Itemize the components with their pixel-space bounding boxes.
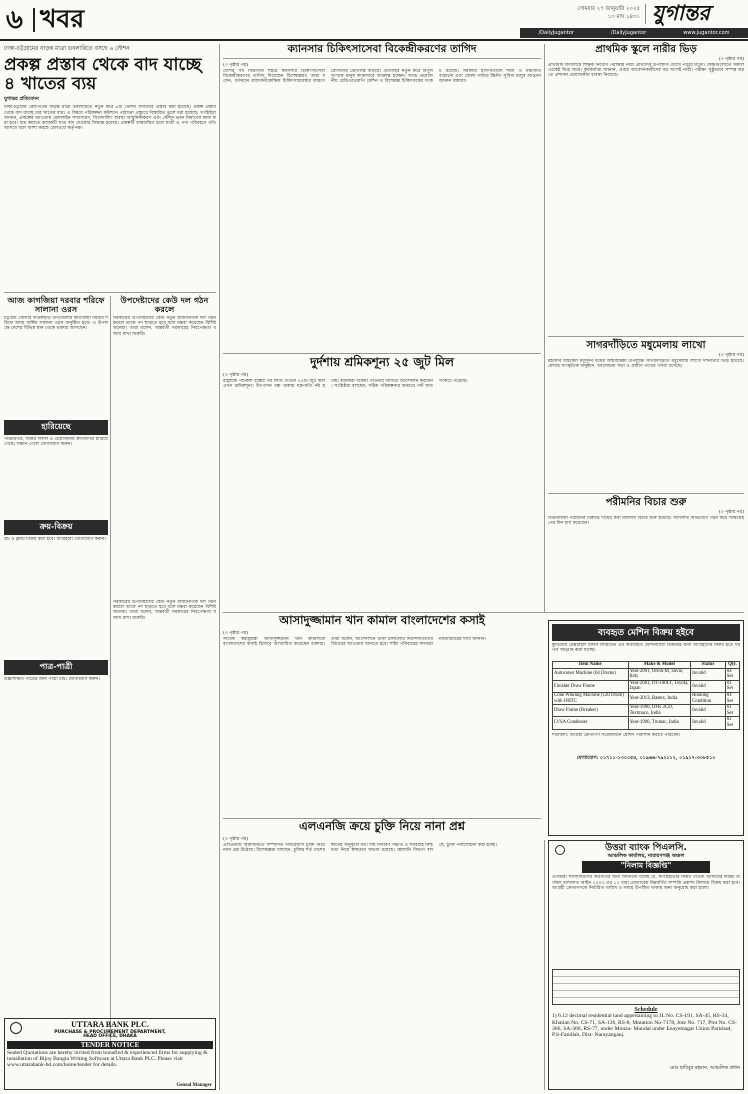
col-qty: Qty. — [725, 662, 739, 669]
women-rule — [548, 336, 744, 337]
col1-right-rule — [219, 44, 220, 1090]
classified-buysell — [4, 520, 108, 657]
table-row: Autoconer Machine (64 Drums) Year-2001, Orion-M, Savio, Italy Invalid 04 Set — [553, 668, 740, 680]
advisor-headline: উপদেষ্টাদের কেউ দল গঠন করলে — [120, 295, 209, 315]
jute-headline: দুর্দশায় শ্রমিকশূন্য ২৫ জুট মিল — [310, 355, 454, 369]
kagojia-body: চট্টগ্রাম জেলার ফটিকছড়ি উপজেলার কাগজিয়া দরবার শরিফে আজ বার্ষিক সালানা ওরস অনুষ্ঠিত হবে। এ উপলক্ষে দেশের বিভিন্ন স্থান থেকে ভক্তরা আসছেন। — [4, 316, 108, 332]
asad-story — [223, 614, 541, 814]
porimoni-body: চিত্রনায়িকা পরীমনির বিরুদ্ধে দায়ের করা মামলার বিচার শুরু হয়েছে। আদালত অভিযোগ গঠন করে সাক্ষ্যগ্রহণের দিন ধার্য করেছেন। — [548, 516, 744, 527]
auction-body: এতদ্বারা সর্বসাধারণের অবগতির জন্য জানানো যাচ্ছে যে, ঋণগ্রহীতার নিকট পাওনা আদায়ের লক্ষ্যে অর্থঋণ আদালত আইন ২০০৩ এর ১২ ধারা মোতাবেক নিম্নবর্ণিত সম্পত্তি প্রকাশ্য নিলামে বিক্রয় করা হবে। আগ্রহী ক্রেতাগণকে নির্ধারিত তারিখ ও সময়ে উপস্থিত থাকার জন্য অনুরোধ করা হলো। — [552, 875, 740, 891]
machine-headline: ব্যবহৃত মেশিন বিক্রয় হইবে — [552, 624, 740, 641]
facebook-link[interactable]: /DailyJugantor — [538, 30, 574, 36]
asad-headline: আসাদুজ্জামান খান কামাল বাংলাদেশের কসাই — [279, 613, 485, 627]
advisor-story — [113, 296, 216, 596]
women-cont: (৩ পৃষ্ঠার পর) — [718, 57, 744, 62]
machine-intro: কুড়িগ্রাম টেক্সটাইল মিলস লিমিটেড এর অব্যবহৃত মেশিনারিজ বিক্রয়ের জন্য আগ্রহীদের নিকট হতে দরপত্র আহ্বান করা যাচ্ছে। — [552, 643, 740, 654]
section-title: খবর — [40, 4, 85, 33]
uttara-name: UTTARA BANK PLC. — [71, 1020, 149, 1029]
website-link[interactable]: www.jugantor.com — [683, 30, 730, 36]
auction-schedule: 1) 6.12 decimal residential land appertaining to JL No. CS-191, SA-45, RS-34, Khatian No. CS-71, SA-136, RS-8, Mutation No-7178, Jote No. 717, Plot No. CS-366, SA-366, RS-77, under Mouza- Mundal under Enayetnagar Union Parishad, P.S-Fatullah, Dist- Narayanganj. — [552, 1013, 737, 1038]
auction-sign: মোঃ হাবিবুর রহমান, আঞ্চলিক প্রধান — [669, 1066, 740, 1072]
matrimony-body: উচ্চশিক্ষিত পাত্রের জন্য পাত্রী চাই। যোগাযোগ করুন। — [4, 677, 101, 682]
lng-story — [223, 820, 541, 1090]
auction-title: "নিলাম বিজ্ঞপ্তি" — [582, 861, 710, 873]
page-number: ৬ — [6, 5, 23, 35]
jute-story — [223, 356, 541, 608]
sagar-rule — [548, 493, 744, 494]
table-row: Finisher Draw Frame Year-2001, DT-100LT, Toyota, Japan Invalid 01 Set — [553, 680, 740, 692]
women-headline: প্রাথমিক স্কুলে নারীর ভিড় — [595, 44, 697, 55]
sagar-cont: (৩ পৃষ্ঠার পর) — [718, 353, 744, 358]
porimoni-cont: (৩ পৃষ্ঠার পর) — [718, 510, 744, 515]
buysell-header: ক্রয়-বিক্রয় — [4, 520, 108, 535]
cancer-body: দেশের সব বিভাগীয় শহরে ক্যানসার চিকিৎসাসেবা বিকেন্দ্রীকরণের তাগিদ দিয়েছেন বিশেষজ্ঞরা। তারা বলেন, বর্তমানে রাজধানীকেন্দ্রিক চিকিৎসাব্যবস্থার কারণে রোগীদের ভোগান্তি বাড়ছে। প্রতিবছর নতুন করে বিপুলসংখ্যক মানুষ ক্যানসারে আক্রান্ত হচ্ছেন। অথচ প্রয়োজনীয় রেডিওথেরাপি মেশিন ও বিশেষজ্ঞ চিকিৎসকের সংকট রয়েছে। সরকারি হাসপাতালে শয্যা ও যন্ত্রপাতি বাড়ানো এবং জেলা পর্যায়ে স্ক্রিনিং সুবিধা চালুর আহ্বান জানান বক্তারা। — [223, 68, 541, 84]
classified-lost — [4, 420, 108, 515]
porimoni-story — [548, 497, 744, 609]
women-story — [548, 44, 744, 334]
women-body: প্রাথমিক বিদ্যালয়ে শিক্ষক নিয়োগ পরীক্ষায় নারী প্রার্থীদের উপস্থিতি চোখে পড়ার মতো। কেন্দ্রগুলোতে সকাল থেকেই ভিড় জমে। কর্মকর্তারা জানান, এবার আবেদনকারীদের বড় অংশই নারী। পরীক্ষা সুষ্ঠুভাবে সম্পন্ন করতে প্রশাসন প্রয়োজনীয় ব্যবস্থা নিয়েছে। — [548, 63, 744, 79]
porimoni-headline: পরীমনির বিচার শুরু — [605, 497, 687, 508]
jute-cont: (৩ পৃষ্ঠার পর) — [223, 373, 249, 379]
machine-note: শর্তাবলী: আগ্রহী ক্রেতাগণ সরেজমিনে মেশিন পরিদর্শন করতে পারবেন। — [552, 732, 681, 738]
lead-byline: যুগান্তর প্রতিবেদন — [4, 96, 39, 103]
kagojia-story — [4, 296, 108, 416]
auction-table-block — [552, 969, 740, 1005]
lead-headline: প্রকল্প প্রস্তাব থেকে বাদ যাচ্ছে ৪ খাতের ব্যয় — [4, 55, 202, 94]
advisor-body: সরকারের উপদেষ্টাদের কেউ নতুন রাজনৈতিক দল গঠন করলে তাকে পদ ছাড়তে হবে বলে মন্তব্য করেছেন বিশিষ্টজনেরা। তারা বলেন, অন্তর্বর্তী সরকারের নিরপেক্ষতা বজায় রাখা জরুরি। — [113, 316, 216, 337]
twitter-link[interactable]: /DailyJugantor — [610, 30, 647, 36]
buysell-body: প্লট ও ফ্ল্যাট বিক্রয় করা হবে। আগ্রহীরা যোগাযোগ করুন। — [4, 537, 106, 542]
machine-table — [552, 661, 740, 730]
lng-headline: এলএনজি ক্রয়ে চুক্তি নিয়ে নানা প্রশ্ন — [299, 819, 465, 833]
header-separator — [33, 8, 35, 32]
table-row: Draw Frame (Breaker) Year-1990, DFK 2CD, Textmaco, India Invalid 01 Set — [553, 705, 740, 717]
matrimony-header: পাত্র-পাত্রী — [4, 660, 108, 675]
machine-sale-ad — [548, 620, 744, 836]
sagar-body: মহাকবি মাইকেল মধুসূদন দত্তের জন্মবার্ষিকী উপলক্ষে সাগরদাঁড়িতে মধুমেলায় লাখো দর্শনার্থীর ভিড় হয়েছে। মেলায় সাংস্কৃতিক অনুষ্ঠান, আলোচনা সভা ও গ্রামীণ পণ্যের পসরা বসেছে। — [548, 359, 744, 370]
sagar-story — [548, 340, 744, 490]
header-date-divider — [645, 4, 646, 24]
lead-story — [4, 44, 216, 290]
jute-body: রাষ্ট্রায়ত্ত পাটকল বন্ধের পর লিজ দেওয়া ২৫টি জুট মিল এখন শ্রমিকশূন্য। উৎপাদন বন্ধ থাকায় যন্ত্রপাতি নষ্ট হচ্ছে। শ্রমিকরা বকেয়া পাওনার দাবিতে আন্দোলন করছেন। সংশ্লিষ্টরা বলছেন, সঠিক পরিকল্পনার অভাবে পাট খাত সংকটে পড়েছে। — [223, 379, 468, 390]
col-make: Make & Model — [628, 662, 691, 669]
center-right-rule — [544, 44, 545, 612]
col-item: Item Name — [553, 662, 629, 669]
lead-body: ঢাকা-চট্টগ্রাম রেলপথের বাড়ন্ত মাত্রা ডবলারিতে নতুন করে ৬টি স্টেশন বসানোর প্রস্তাব করা হয়েছে। প্রকল্প প্রস্তাব থেকে বাদ যাচ্ছে চার খাতের ব্যয়। এ বিষয়ে পরিকল্পনা কমিশনে পাঠানো প্রস্তাবে বিস্তারিত তুলে ধরা হয়েছে। সংশ্লিষ্টরা জানান, প্রকল্পের আওতায় রেললাইন সম্প্রসারণ, সিগন্যালিং ব্যবস্থা আধুনিকীকরণ এবং স্টেশন ভবন নির্মাণের কাজ করা হবে। ব্যয় কমাতে কয়েকটি খাত বাদ দেওয়ার সিদ্ধান্ত হয়েছে। প্রকল্পটি বাস্তবায়িত হলে যাত্রী ও পণ্য পরিবহণে গতি আসবে বলে আশা করছে রেলওয়ে কর্তৃপক্ষ। — [4, 105, 216, 132]
lost-body: পরিচয়পত্র, জমির দলিল ও প্রয়োজনীয় কাগজপত্র হারিয়ে গেছে। সন্ধান পেলে যোগাযোগ করুন। — [4, 437, 108, 448]
uttara-dept: PURCHASE & PROCUREMENT DEPARTMENT, — [54, 1029, 166, 1035]
cancer-cont: (৩ পৃষ্ঠার পর) — [223, 62, 249, 68]
page-header — [0, 0, 748, 40]
lost-header: হারিয়েছে — [4, 420, 108, 435]
social-bar — [520, 28, 748, 38]
col-status: Status — [691, 662, 726, 669]
auction-bank-icon — [555, 845, 565, 855]
lng-cont: (৩ পৃষ্ঠার পর) — [223, 836, 249, 842]
classified-matrimony — [4, 660, 108, 727]
advisor-body-cont: সরকারের উপদেষ্টাদের কেউ নতুন রাজনৈতিক দল গঠন করলে তাকে পদ ছাড়তে হবে বলে মন্তব্য করেছেন বিশিষ্টজনেরা। তারা বলেন, অন্তর্বর্তী সরকারের নিরপেক্ষতা বজায় রাখা জরুরি। — [113, 600, 216, 621]
header-date: সোমবার ২৭ জানুয়ারি ২০২৫ ১৩ মাঘ ১৪৩১ — [577, 6, 640, 20]
header-rule — [0, 39, 748, 41]
auction-notice-ad — [548, 840, 744, 1090]
cancer-story — [223, 44, 541, 350]
uttara-title: TENDER NOTICE — [7, 1041, 213, 1049]
lng-body: এলএনজি আমদানিতে সম্পাদিত দীর্ঘমেয়াদি চুক্তি নিয়ে নানা প্রশ্ন উঠেছে। বিশেষজ্ঞরা বলছেন, চুক্তির শর্ত দেশের স্বার্থের অনুকূলে নয়। দাম নির্ধারণ পদ্ধতি ও সরবরাহ নিশ্চয়তা নিয়ে স্বচ্ছতার অভাব রয়েছে। জ্বালানি বিভাগ বলছে, চুক্তি পর্যালোচনা করা হচ্ছে। — [223, 842, 497, 853]
jute-top-rule — [223, 353, 541, 354]
jugantor-logo: যুগান্তর — [652, 1, 710, 25]
auction-sub: আঞ্চলিক কার্যালয়, নারায়ণগঞ্জ অঞ্চল — [607, 852, 685, 859]
cancer-headline: ক্যানসার চিকিৎসাসেবা বিকেন্দ্রীকরণের তাগিদ — [223, 44, 541, 59]
asad-body: সাবেক স্বরাষ্ট্রমন্ত্রী আসাদুজ্জামান খান কামালকে বাংলাদেশের কসাই হিসাবে আখ্যায়িত করেছেন বক্তারা। তারা বলেন, আন্দোলনে গুলি চালানোর নির্দেশদাতাদের বিচারের আওতায় আনতে হবে। শহিদ পরিবারের সদস্যরা ন্যায়বিচারের দাবি জানান। — [223, 636, 487, 647]
uttara-body: Sealed Quotations are hereby invited from bonafied & experienced firms for supplying & installation of Bijoy Bangla Writing Software at Uttara Bank PLC. Please visit www.uttarabank-bd.com/home/tender for details. — [7, 1049, 208, 1068]
sagar-headline: সাগরদাঁড়িতে মধুমেলায় লাখো — [586, 340, 706, 351]
uttara-office: HEAD OFFICE, DHAKA — [83, 1033, 137, 1039]
col1-mid-rule — [110, 296, 111, 1046]
machine-contact: যোগাযোগ: ০১৭১১-১৩০০৫৪, ০১৯৬৬-৭৯২০১২, ০১৯১৭-৩০৮৫১০ — [576, 754, 716, 761]
lead-kicker: ঢাকা-চট্টগ্রামের বাড়ন্ত মাত্রা ডবলারিতে বসছে ৬ স্টেশন — [4, 46, 130, 52]
auction-bank: উত্তরা ব্যাংক পিএলসি. — [605, 843, 687, 853]
col1-rule — [4, 292, 216, 293]
uttara-sign: Geneal Manager — [176, 1083, 212, 1088]
uttara-logo-icon — [10, 1022, 22, 1034]
kagojia-headline: আজ কাগজিয়া দরবার শরিফে সালানা ওরস — [7, 295, 105, 315]
auction-schedule-title: Schedule — [634, 1007, 658, 1014]
table-row: LVSA Condenser Year-1996, Trumac, India Invalid 02 Set — [553, 717, 740, 729]
table-row: Cone Winding Machine (120 Drum) with OHTC Year-2013, Bastex, India Running Condition 04 Set — [553, 692, 740, 704]
asad-cont: (৩ পৃষ্ঠার পর) — [223, 630, 249, 636]
uttara-tender-ad — [4, 1018, 216, 1090]
lng-right-rule — [544, 840, 545, 1090]
